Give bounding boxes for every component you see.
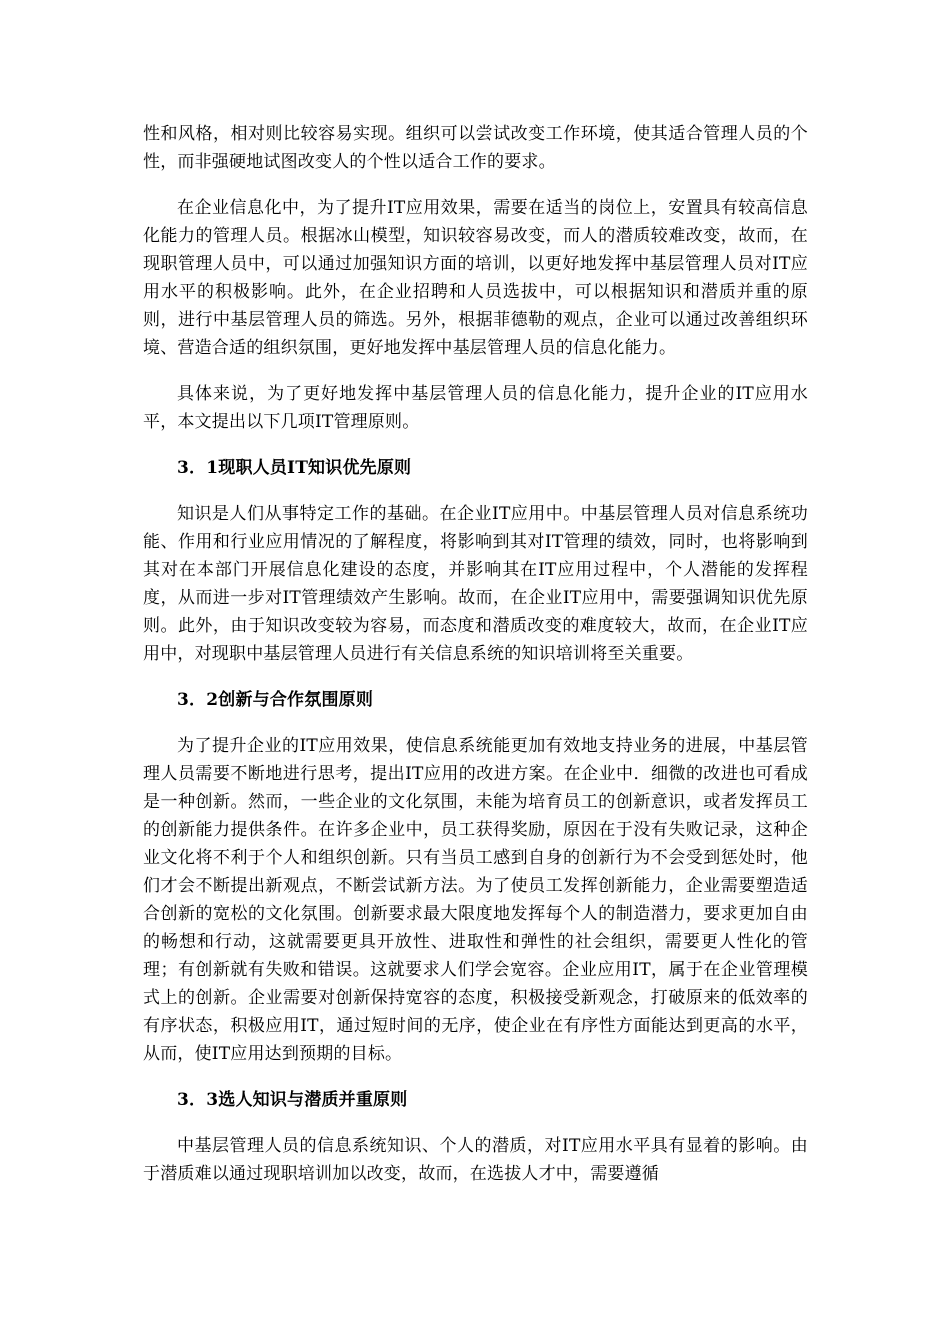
paragraph: 具体来说，为了更好地发挥中基层管理人员的信息化能力，提升企业的IT应用水平，本文提出以下几项IT管理原则。: [143, 384, 808, 432]
paragraph: 在企业信息化中，为了提升IT应用效果，需要在适当的岗位上，安置具有较高信息化能力的管理人员。根据冰山模型，知识较容易改变，而人的潜质较难改变，故而，在现职管理人员中，可以通过加强知识方面的培训，以更好地发挥中基层管理人员对IT应用水平的积极影响。此外，在企业招聘和人员选拔中，可以根据知识和潜质并重的原则，进行中基层管理人员的筛选。另外，根据菲德勒的观点，企业可以通过改善组织环境、营造合适的组织氛围，更好地发挥中基层管理人员的信息化能力。: [143, 198, 808, 358]
section-heading-3-1: 3．1现职人员IT知识优先原则: [177, 458, 412, 478]
section-heading-3-2: 3．2创新与合作氛围原则: [177, 690, 374, 710]
paragraph: 中基层管理人员的信息系统知识、个人的潜质，对IT应用水平具有显着的影响。由于潜质难以通过现职培训加以改变，故而，在选拔人才中，需要遵循: [143, 1136, 808, 1184]
paragraph: 为了提升企业的IT应用效果，使信息系统能更加有效地支持业务的进展，中基层管理人员需要不断地进行思考，提出IT应用的改进方案。在企业中．细微的改进也可看成是一种创新。然而，一些企业的文化氛围，未能为培育员工的创新意识，或者发挥员工的创新能力提供条件。在许多企业中，员工获得奖励，原因在于没有失败记录，这种企业文化将不利于个人和组织创新。只有当员工感到自身的创新行为不会受到惩处时，他们才会不断提出新观点，不断尝试新方法。为了使员工发挥创新能力，企业需要塑造适合创新的宽松的文化氛围。创新要求最大限度地发挥每个人的制造潜力，要求更加自由的畅想和行动，这就需要更具开放性、进取性和弹性的社会组织，需要更人性化的管理；有创新就有失败和错误。这就要求人们学会宽容。企业应用IT，属于在企业管理模式上的创新。企业需要对创新保持宽容的态度，积极接受新观念，打破原来的低效率的有序状态，积极应用IT，通过短时间的无序，使企业在有序性方面能达到更高的水平，从而，使IT应用达到预期的目标。: [143, 736, 808, 1064]
section-heading-3-3: 3．3选人知识与潜质并重原则: [177, 1090, 408, 1110]
paragraph: 知识是人们从事特定工作的基础。在企业IT应用中。中基层管理人员对信息系统功能、作用和行业应用情况的了解程度，将影响到其对IT管理的绩效，同时，也将影响到其对在本部门开展信息化建设的态度，并影响其在IT应用过程中，个人潜能的发挥程度，从而进一步对IT管理绩效产生影响。故而，在企业IT应用中，需要强调知识优先原则。此外，由于知识改变较为容易，而态度和潜质改变的难度较大，故而，在企业IT应用中，对现职中基层管理人员进行有关信息系统的知识培训将至关重要。: [143, 504, 808, 664]
document-page: [143, 120, 808, 1206]
paragraph: 性和风格，相对则比较容易实现。组织可以尝试改变工作环境，使其适合管理人员的个性，而非强硬地试图改变人的个性以适合工作的要求。: [143, 124, 808, 172]
